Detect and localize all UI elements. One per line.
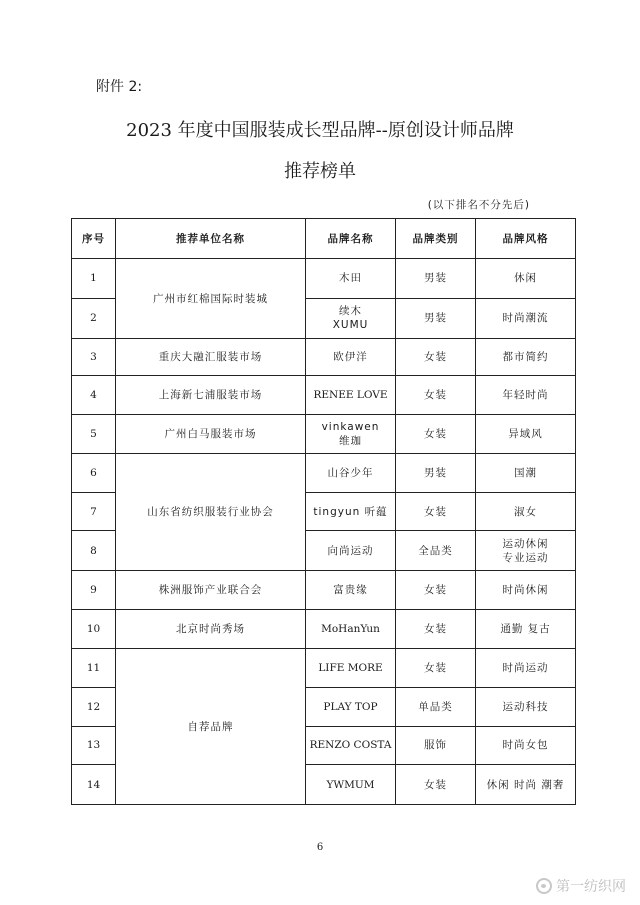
table-row (72, 454, 576, 493)
table-header-row (72, 219, 576, 259)
row-index: 6 (72, 454, 116, 493)
brand-category: 女装 (396, 649, 476, 688)
row-index: 8 (72, 531, 116, 571)
row-index: 3 (72, 339, 116, 376)
watermark-text: 第一纺织网 (556, 879, 626, 895)
brand-style-line2: 专业运动 (502, 551, 549, 564)
brand-name (306, 414, 396, 454)
brand-style: 运动科技 (476, 687, 576, 726)
brand-name: 欧伊洋 (306, 339, 396, 376)
brand-style: 都市简约 (476, 339, 576, 376)
brand-category: 女装 (396, 492, 476, 531)
brand-style (476, 531, 576, 571)
brand-name: MoHanYun (306, 609, 396, 649)
brand-style-line1: 运动休闲 (502, 537, 549, 550)
recommending-unit: 重庆大融汇服装市场 (116, 339, 306, 376)
row-index: 14 (72, 765, 116, 805)
brand-style: 休闲 (476, 259, 576, 299)
brand-category: 单品类 (396, 687, 476, 726)
attachment-label: 附件 2: (96, 79, 143, 95)
document-title: 2023 年度中国服装成长型品牌--原创设计师品牌 (126, 120, 514, 141)
brand-name-line1: 续木 (339, 305, 362, 318)
row-index: 10 (72, 609, 116, 649)
brand-category: 女装 (396, 571, 476, 610)
weibo-icon (536, 878, 552, 894)
brand-category: 男装 (396, 298, 476, 339)
recommendation-table (71, 218, 576, 805)
brand-style: 年轻时尚 (476, 375, 576, 414)
header-style: 品牌风格 (476, 219, 576, 259)
document-subtitle: 推荐榜单 (284, 161, 356, 182)
table-row (72, 414, 576, 454)
row-index: 4 (72, 375, 116, 414)
header-unit: 推荐单位名称 (116, 219, 306, 259)
header-index: 序号 (72, 219, 116, 259)
brand-name: 山谷少年 (306, 454, 396, 493)
brand-category: 女装 (396, 765, 476, 805)
table-row (72, 375, 576, 414)
brand-name: LIFE MORE (306, 649, 396, 688)
brand-name: 富贵缘 (306, 571, 396, 610)
row-index: 1 (72, 259, 116, 299)
recommending-unit: 自荐品牌 (116, 649, 306, 805)
table-row (72, 609, 576, 649)
brand-category: 全品类 (396, 531, 476, 571)
brand-style: 时尚运动 (476, 649, 576, 688)
brand-name-line2: XUMU (332, 319, 369, 332)
brand-style: 国潮 (476, 454, 576, 493)
brand-style: 时尚潮流 (476, 298, 576, 339)
page-number: 6 (316, 842, 324, 853)
brand-name: RENEE LOVE (306, 375, 396, 414)
recommending-unit: 上海新七浦服装市场 (116, 375, 306, 414)
recommending-unit: 广州市红棉国际时装城 (116, 259, 306, 339)
brand-name-line2: 维珈 (339, 434, 362, 447)
brand-name: YWMUM (306, 765, 396, 805)
watermark (536, 876, 626, 896)
brand-style: 时尚女包 (476, 726, 576, 765)
brand-category: 女装 (396, 414, 476, 454)
row-index: 12 (72, 687, 116, 726)
brand-category: 男装 (396, 454, 476, 493)
table-row (72, 571, 576, 610)
row-index: 2 (72, 298, 116, 339)
brand-category: 女装 (396, 339, 476, 376)
recommending-unit: 北京时尚秀场 (116, 609, 306, 649)
brand-name: 木田 (306, 259, 396, 299)
brand-name: RENZO COSTA (306, 726, 396, 765)
brand-category: 女装 (396, 609, 476, 649)
brand-style: 休闲 时尚 潮奢 (476, 765, 576, 805)
recommending-unit: 株洲服饰产业联合会 (116, 571, 306, 610)
brand-name: tingyun 听蕴 (306, 492, 396, 531)
row-index: 13 (72, 726, 116, 765)
brand-category: 服饰 (396, 726, 476, 765)
brand-name-line1: vinkawen (321, 420, 380, 433)
brand-name: 向尚运动 (306, 531, 396, 571)
table-row (72, 339, 576, 376)
header-brand: 品牌名称 (306, 219, 396, 259)
row-index: 11 (72, 649, 116, 688)
brand-style: 异域风 (476, 414, 576, 454)
ranking-note: (以下排名不分先后) (427, 199, 530, 211)
row-index: 5 (72, 414, 116, 454)
brand-category: 男装 (396, 259, 476, 299)
recommending-unit: 广州白马服装市场 (116, 414, 306, 454)
row-index: 9 (72, 571, 116, 610)
brand-style: 时尚休闲 (476, 571, 576, 610)
table-row (72, 259, 576, 299)
brand-category: 女装 (396, 375, 476, 414)
table-row (72, 649, 576, 688)
brand-style: 通勤 复古 (476, 609, 576, 649)
brand-style: 淑女 (476, 492, 576, 531)
recommending-unit: 山东省纺织服装行业协会 (116, 454, 306, 571)
row-index: 7 (72, 492, 116, 531)
brand-name: PLAY TOP (306, 687, 396, 726)
header-category: 品牌类别 (396, 219, 476, 259)
brand-name (306, 298, 396, 339)
